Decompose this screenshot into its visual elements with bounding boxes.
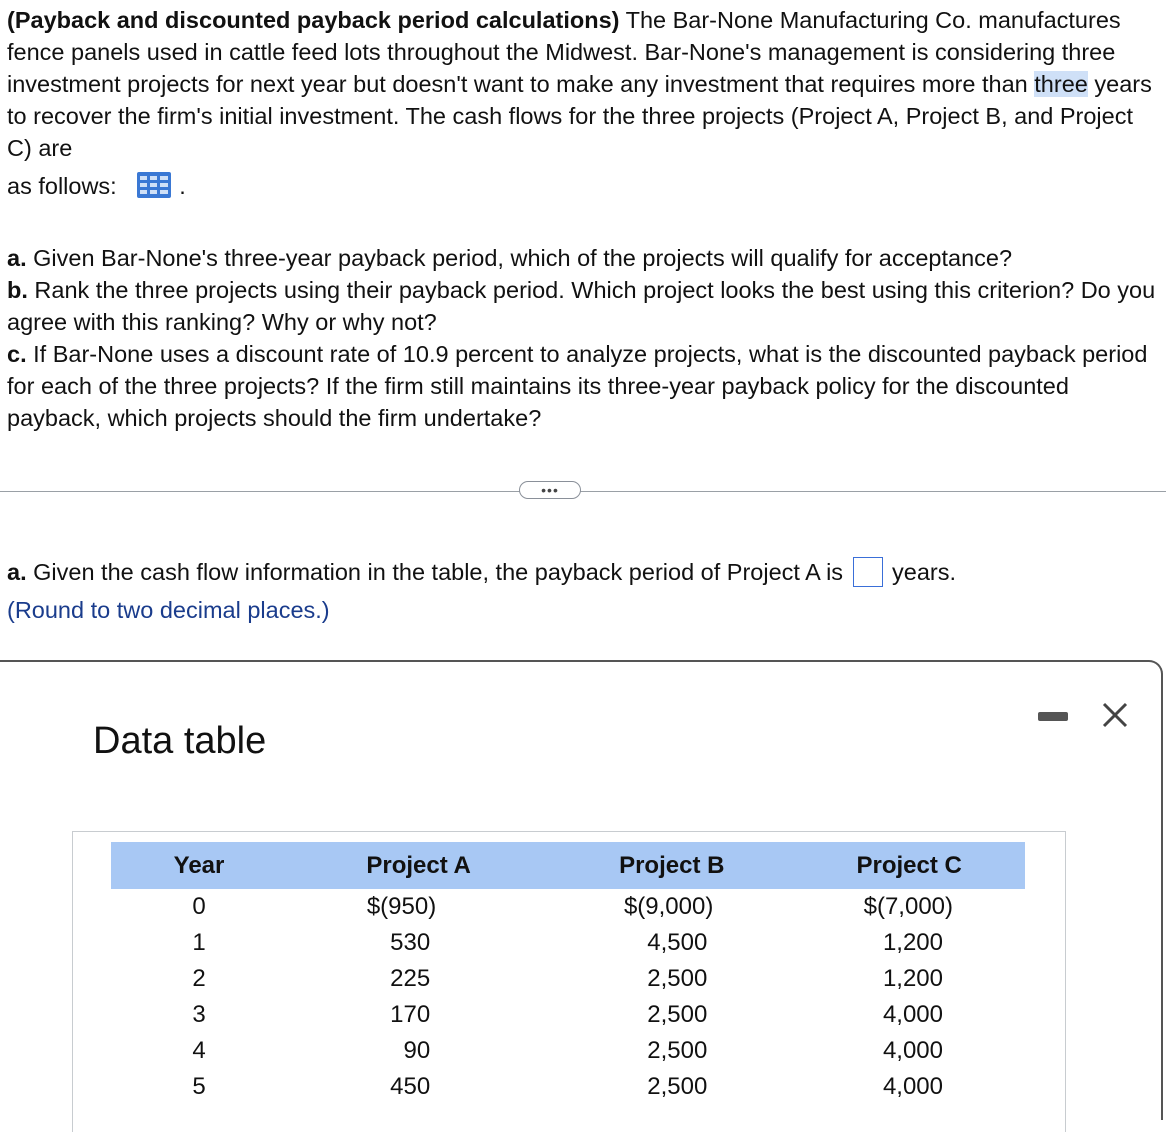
cell-year: 1 bbox=[192, 929, 206, 956]
cell-project-a: 225 bbox=[390, 965, 431, 992]
cell-year: 2 bbox=[192, 965, 206, 992]
rounding-note: (Round to two decimal places.) bbox=[7, 597, 330, 623]
cell-project-a: 90 bbox=[403, 1037, 431, 1064]
data-table-popup bbox=[0, 660, 1163, 1120]
cell-year: 4 bbox=[192, 1037, 206, 1064]
table-grid-icon[interactable] bbox=[135, 170, 173, 200]
question-b: b. Rank the three projects using their payback period. Which project looks the best using this criterion? Do you agree with this ranking? Why or why not? bbox=[7, 277, 1156, 335]
cell-project-c: 1,200 bbox=[882, 965, 943, 992]
table-row bbox=[111, 889, 1025, 925]
table-row bbox=[111, 1033, 1025, 1069]
problem-text-3: as follows: bbox=[7, 173, 117, 199]
table-row bbox=[111, 997, 1025, 1033]
question-a: a. Given Bar-None's three-year payback period, which of the projects will qualify for acceptance? bbox=[7, 245, 1013, 271]
expand-more-button[interactable]: ••• bbox=[519, 481, 581, 499]
cell-project-b: 2,500 bbox=[647, 1037, 708, 1064]
section-divider bbox=[0, 491, 1166, 492]
header-project-c: Project C bbox=[793, 842, 1025, 889]
cell-project-c: $(7,000) bbox=[863, 893, 953, 920]
cell-project-a: $(950) bbox=[366, 893, 437, 920]
problem-text-1: The Bar-None Manufacturing Co. manufactures fence panels used in cattle feed lots throughout the Midwest. Bar-None's management is considering three investment projects for next year but doesn't want to make any investment that requires more than bbox=[7, 7, 1121, 97]
period: . bbox=[172, 173, 186, 199]
header-project-b: Project B bbox=[550, 842, 793, 889]
cell-project-a: 450 bbox=[390, 1073, 431, 1100]
cell-project-c: 4,000 bbox=[882, 1073, 943, 1100]
popup-title: Data table bbox=[93, 720, 267, 762]
cell-year: 5 bbox=[192, 1073, 206, 1100]
cell-project-a: 170 bbox=[390, 1001, 431, 1028]
cell-year: 3 bbox=[192, 1001, 206, 1028]
question-c: c. If Bar-None uses a discount rate of 10.9 percent to analyze projects, what is the discounted payback period for each of the three projects? If the firm still maintains its three-year payback policy for the discounted payback, which projects should the firm undertake? bbox=[7, 341, 1148, 431]
cell-project-a: 530 bbox=[390, 929, 431, 956]
highlighted-word: three bbox=[1034, 71, 1088, 97]
header-year: Year bbox=[111, 842, 287, 889]
cell-project-b: 2,500 bbox=[647, 1073, 708, 1100]
data-table-frame bbox=[72, 831, 1066, 1132]
table-row bbox=[111, 925, 1025, 961]
minimize-icon[interactable] bbox=[1038, 712, 1068, 721]
cell-project-b: 4,500 bbox=[647, 929, 708, 956]
table-header-row bbox=[111, 842, 1025, 889]
answer-prompt: Given the cash flow information in the table, the payback period of Project A is bbox=[33, 559, 844, 585]
cell-project-c: 1,200 bbox=[882, 929, 943, 956]
answer-unit: years. bbox=[892, 559, 957, 585]
cell-project-b: $(9,000) bbox=[623, 893, 714, 920]
table-row bbox=[111, 1069, 1025, 1105]
problem-title: (Payback and discounted payback period calculations) bbox=[7, 7, 620, 33]
answer-label: a. bbox=[7, 559, 27, 585]
problem-statement bbox=[7, 4, 1157, 202]
table-row bbox=[111, 961, 1025, 997]
payback-answer-input[interactable] bbox=[853, 557, 883, 587]
cash-flow-table bbox=[111, 842, 1025, 1105]
cell-project-b: 2,500 bbox=[647, 1001, 708, 1028]
cell-project-c: 4,000 bbox=[882, 1001, 943, 1028]
close-icon[interactable] bbox=[1098, 698, 1132, 732]
questions bbox=[7, 242, 1157, 434]
header-project-a: Project A bbox=[287, 842, 550, 889]
cell-project-b: 2,500 bbox=[647, 965, 708, 992]
problem-text-2: years to recover the firm's initial investment. The cash flows for the three projects (Project A, Project B, and Project C) are bbox=[7, 71, 1152, 161]
cell-project-c: 4,000 bbox=[882, 1037, 943, 1064]
cell-year: 0 bbox=[192, 893, 206, 920]
answer-section bbox=[7, 556, 1157, 626]
